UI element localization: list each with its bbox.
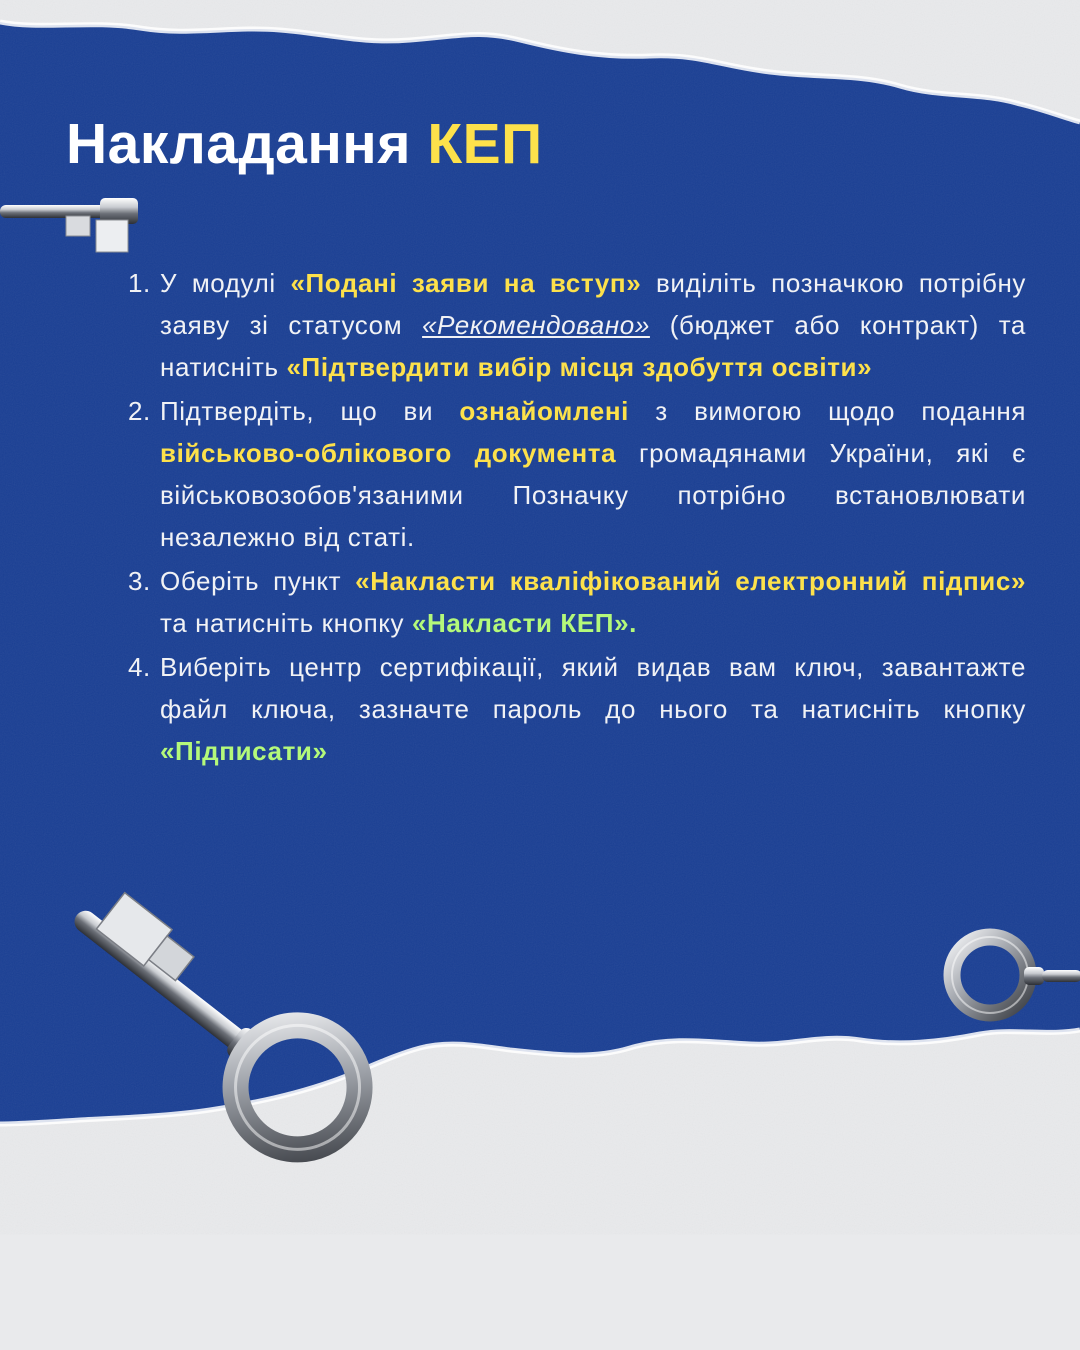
page-title (66, 108, 543, 180)
highlight-military-document: військово-облікового документа (160, 438, 617, 468)
key-icon-bottom-left (38, 868, 398, 1218)
highlight-qualified-signature: «Накласти кваліфікований електронний підпис» (355, 566, 1026, 596)
instruction-steps (124, 262, 1026, 774)
highlight-confirm-button: «Підтвердити вибір місця здобуття освіти» (286, 352, 873, 382)
step-text: громадянами України, які є військовозобов'язаними Позначку потрібно встановлювати незалежно від статі. (160, 438, 1026, 552)
step-number: 4. (128, 652, 151, 682)
step-text: виділіть позначкою потрібну заяву зі статусом (160, 268, 1026, 340)
step-2 (124, 390, 1026, 558)
status-recommended: «Рекомендовано» (422, 310, 650, 340)
step-number: 3. (128, 566, 151, 596)
title-main: Накладання (66, 112, 411, 176)
step-number: 2. (128, 396, 151, 426)
key-icon-right (940, 920, 1080, 1050)
highlight-module-name: «Подані заяви на вступ» (290, 268, 642, 298)
highlight-apply-kep-button: «Накласти КЕП». (411, 608, 637, 638)
step-text: з вимогою щодо подання (628, 396, 1027, 426)
title-accent: КЕП (427, 112, 543, 176)
step-text: Оберіть пункт (160, 566, 356, 596)
step-text: Підтвердіть, що ви (160, 396, 460, 426)
step-text: Виберіть центр сертифікації, який видав вам ключ, завантажте файл ключа, зазначте пароль до нього та натисніть кнопку (160, 652, 1026, 724)
key-icon-top-left (0, 190, 150, 270)
highlight-acknowledged: ознайомлені (459, 396, 629, 426)
highlight-sign-button: «Підписати» (160, 736, 328, 766)
step-number: 1. (128, 268, 151, 298)
step-text: та натисніть кнопку (160, 608, 412, 638)
step-1 (124, 262, 1026, 388)
step-text: (бюджет або контракт) та натисніть (160, 310, 1026, 382)
step-text: У модулі (160, 268, 291, 298)
step-4 (124, 646, 1026, 772)
step-3 (124, 560, 1026, 644)
